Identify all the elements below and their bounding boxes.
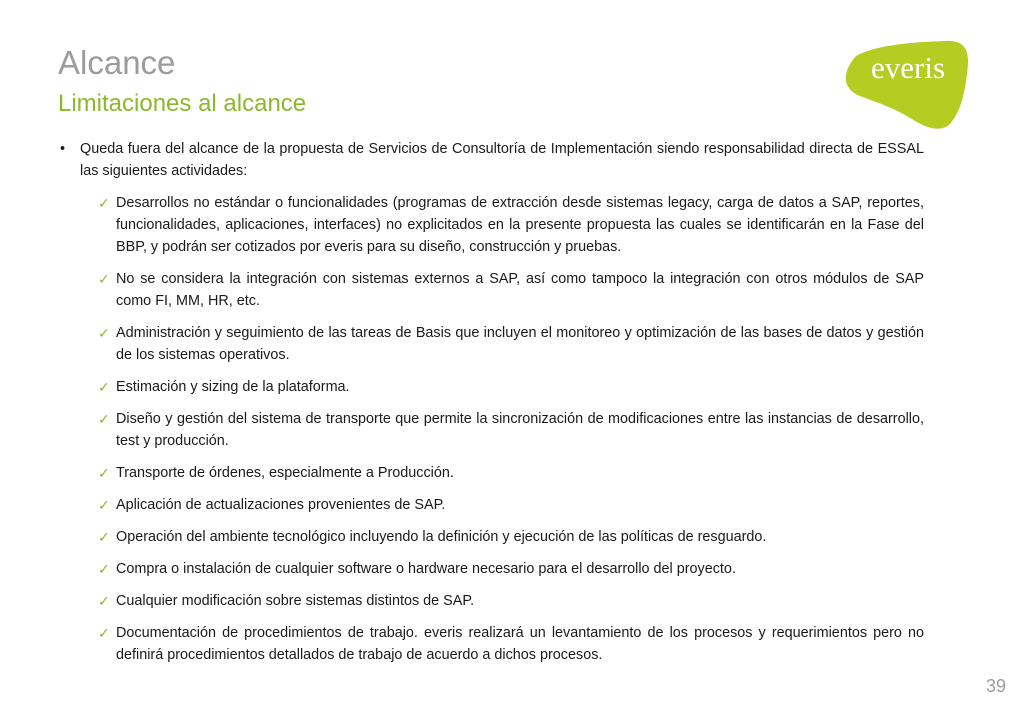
list-item-text: No se considera la integración con sistemas externos a SAP, así como tampoco la integración con otros módulos de SAP como FI, MM, HR, etc. bbox=[116, 271, 924, 309]
everis-logo bbox=[838, 38, 970, 130]
list-item bbox=[98, 192, 924, 258]
list-item bbox=[98, 558, 924, 580]
list-item bbox=[98, 268, 924, 312]
checkmark-icon: ✓ bbox=[98, 379, 110, 395]
content-body bbox=[58, 138, 924, 676]
list-item-text: Estimación y sizing de la plataforma. bbox=[116, 379, 350, 395]
checkmark-icon: ✓ bbox=[98, 195, 110, 211]
list-item bbox=[98, 462, 924, 484]
list-item bbox=[98, 622, 924, 666]
checkmark-icon: ✓ bbox=[98, 271, 110, 287]
checkmark-icon: ✓ bbox=[98, 497, 110, 513]
list-item bbox=[98, 526, 924, 548]
list-item-text: Aplicación de actualizaciones provenientes de SAP. bbox=[116, 497, 446, 513]
list-item-text: Cualquier modificación sobre sistemas distintos de SAP. bbox=[116, 593, 475, 609]
list-item-text: Desarrollos no estándar o funcionalidades (programas de extracción desde sistemas legacy, carga de datos a SAP, reportes, funcionalidades, aplicaciones, interfaces) no explicitados en la presente propuesta las cuales se identificarán en la Fase del BBP, y podrán ser cotizados por everis para su diseño, construcción y pruebas. bbox=[116, 195, 924, 255]
checkmark-icon: ✓ bbox=[98, 465, 110, 481]
list-item-text: Compra o instalación de cualquier software o hardware necesario para el desarrollo del proyecto. bbox=[116, 561, 736, 577]
list-item bbox=[98, 322, 924, 366]
list-item bbox=[98, 376, 924, 398]
list-item bbox=[98, 408, 924, 452]
checkmark-icon: ✓ bbox=[98, 411, 110, 427]
exclusions-list bbox=[58, 192, 924, 666]
slide-subtitle: Limitaciones al alcance bbox=[58, 90, 307, 117]
checkmark-icon: ✓ bbox=[98, 593, 110, 609]
list-item-text: Transporte de órdenes, especialmente a Producción. bbox=[116, 465, 454, 481]
list-item-text: Operación del ambiente tecnológico incluyendo la definición y ejecución de las políticas de resguardo. bbox=[116, 529, 767, 545]
page-number: 39 bbox=[985, 676, 1006, 696]
list-item-text: Documentación de procedimientos de trabajo. everis realizará un levantamiento de los procesos y requerimientos pero no definirá procedimientos detallados de trabajo de acuerdo a dichos procesos. bbox=[116, 625, 924, 663]
bullet-icon: • bbox=[60, 141, 66, 157]
logo-text: everis bbox=[870, 50, 946, 85]
checkmark-icon: ✓ bbox=[98, 561, 110, 577]
list-item-text: Diseño y gestión del sistema de transporte que permite la sincronización de modificaciones entre las instancias de desarrollo, test y producción. bbox=[116, 411, 924, 449]
list-item bbox=[98, 590, 924, 612]
list-item bbox=[98, 494, 924, 516]
intro-text: Queda fuera del alcance de la propuesta de Servicios de Consultoría de Implementación siendo responsabilidad directa de ESSAL las siguientes actividades: bbox=[80, 141, 924, 179]
checkmark-icon: ✓ bbox=[98, 625, 110, 641]
checkmark-icon: ✓ bbox=[98, 325, 110, 341]
intro-bullet bbox=[58, 138, 924, 182]
slide-title: Alcance bbox=[58, 44, 176, 81]
checkmark-icon: ✓ bbox=[98, 529, 110, 545]
list-item-text: Administración y seguimiento de las tareas de Basis que incluyen el monitoreo y optimización de las bases de datos y gestión de los sistemas operativos. bbox=[116, 325, 924, 363]
